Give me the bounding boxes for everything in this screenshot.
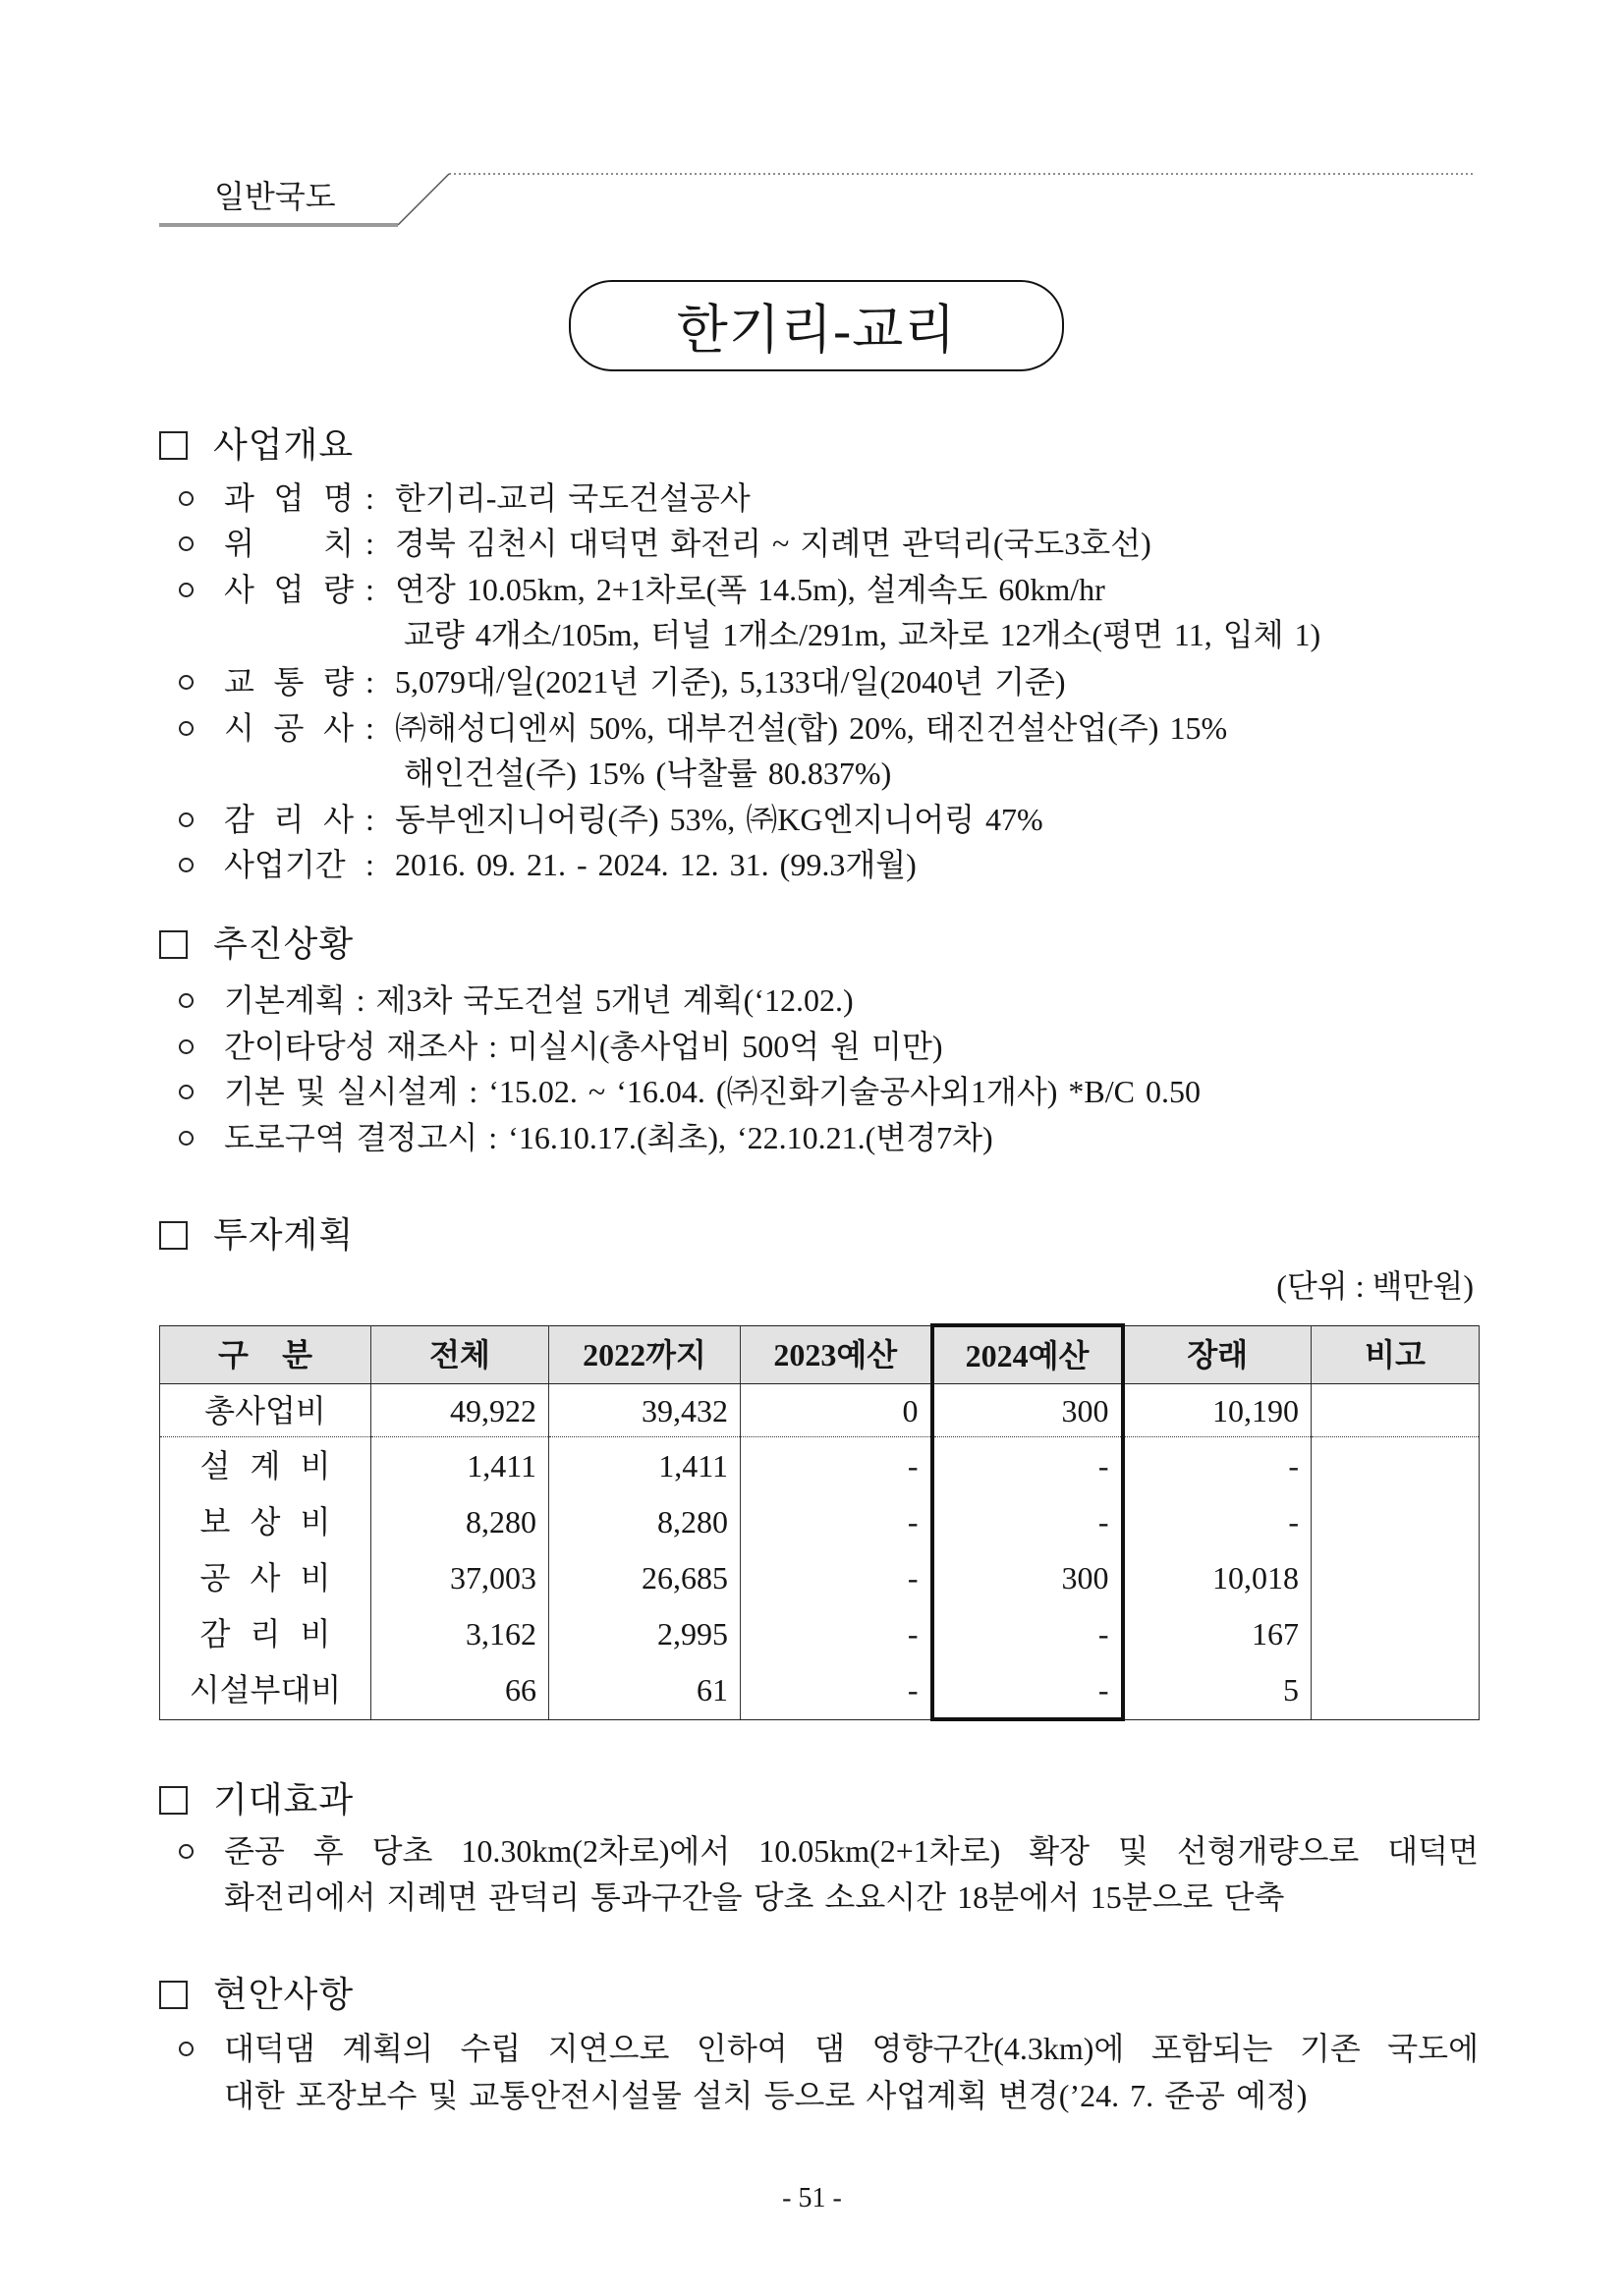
- table-cell: -: [932, 1661, 1123, 1719]
- circle-bullet-icon: [179, 721, 194, 736]
- row-label: 시설부대비: [160, 1661, 371, 1719]
- circle-bullet-icon: [179, 1085, 194, 1099]
- table-cell: -: [1123, 1493, 1312, 1549]
- table-cell: -: [741, 1605, 932, 1661]
- section-title: 기대효과: [213, 1780, 355, 1820]
- circle-bullet-icon: [179, 812, 194, 827]
- section-title: 현안사항: [213, 1975, 355, 2014]
- table-cell: 1,411: [371, 1437, 549, 1494]
- item-label: 감 리 사: [224, 802, 354, 837]
- table-cell: -: [932, 1437, 1123, 1494]
- table-cell: -: [741, 1493, 932, 1549]
- column-header: 비고: [1312, 1325, 1480, 1384]
- page-number: - 51 -: [782, 2183, 842, 2213]
- column-header: 장래: [1123, 1325, 1312, 1384]
- table-row: [160, 1437, 1480, 1494]
- page-title-text: 한기리-교리: [676, 301, 957, 360]
- table-cell: -: [932, 1605, 1123, 1661]
- table-row: [160, 1493, 1480, 1549]
- table-header-row: [160, 1325, 1480, 1384]
- table-cell: 39,432: [549, 1384, 741, 1437]
- row-label-text: 감 리 비: [199, 1615, 331, 1652]
- square-bullet-icon: [159, 930, 188, 959]
- row-label-text: 공 사 비: [199, 1559, 331, 1596]
- table-cell: 10,190: [1123, 1384, 1312, 1437]
- table-cell: 61: [549, 1661, 741, 1719]
- item-value: 경북 김천시 대덕면 화전리 ~ 지례면 관덕리(국도3호선): [395, 526, 1151, 561]
- item-value: 동부엔지니어링(주) 53%, ㈜KG엔지니어링 47%: [395, 802, 1043, 837]
- item-value-continuation: 해인건설(주) 15% (낙찰률 80.837%): [404, 756, 892, 791]
- section-heading-effects: [159, 1777, 354, 1822]
- issues-item-continuation: [0, 2073, 1624, 2118]
- column-header: 2023예산: [741, 1325, 932, 1384]
- row-label: 총사업비: [160, 1384, 371, 1437]
- section-heading-progress: [159, 922, 354, 967]
- overview-item: [0, 705, 1624, 751]
- item-colon: :: [365, 664, 374, 700]
- page-title: [569, 280, 1064, 371]
- table-cell: 300: [932, 1549, 1123, 1605]
- circle-bullet-icon: [179, 675, 194, 690]
- progress-item-text: 기본계획 : 제3차 국도건설 5개년 계획(‘12.02.): [224, 982, 854, 1018]
- progress-item-text: 기본 및 실시설계 : ‘15.02. ~ ‘16.04. (㈜진화기술공사외1개사) *B/C 0.50: [224, 1074, 1201, 1109]
- item-value: 5,079대/일(2021년 기준), 5,133대/일(2040년 기준): [395, 664, 1066, 700]
- overview-item-continuation: [0, 612, 1624, 657]
- item-label: 위 치: [224, 526, 354, 561]
- table-cell: [1312, 1661, 1480, 1719]
- table-cell: -: [741, 1661, 932, 1719]
- item-label: 과 업 명: [224, 480, 354, 516]
- unit-note: (단위 : 백만원): [1276, 1268, 1474, 1304]
- overview-item: [0, 659, 1624, 704]
- progress-item: [0, 1115, 1624, 1160]
- square-bullet-icon: [159, 1981, 188, 2009]
- section-title: 투자계획: [213, 1215, 355, 1255]
- row-label: [160, 1549, 371, 1605]
- issues-text-line: 대한 포장보수 및 교통안전시설물 설치 등으로 사업계획 변경(’24. 7. 준공 예정): [224, 2078, 1308, 2113]
- item-label: 시 공 사: [224, 710, 354, 746]
- progress-item-text: 도로구역 결정고시 : ‘16.10.17.(최초), ‘22.10.21.(변경7차): [224, 1120, 993, 1155]
- table-cell: 167: [1123, 1605, 1312, 1661]
- effects-text-line: 준공 후 당초 10.30km(2차로)에서 10.05km(2+1차로) 확장 및 선형개량으로 대덕면: [224, 1833, 1479, 1869]
- table-cell: [1312, 1384, 1480, 1437]
- overview-item: [0, 842, 1624, 887]
- circle-bullet-icon: [179, 2042, 194, 2056]
- item-value: 한기리-교리 국도건설공사: [395, 480, 751, 516]
- table-cell: 5: [1123, 1661, 1312, 1719]
- row-label: [160, 1605, 371, 1661]
- table-cell: 2,995: [549, 1605, 741, 1661]
- circle-bullet-icon: [179, 1039, 194, 1054]
- item-colon: :: [365, 572, 374, 607]
- effects-item: [0, 1828, 1624, 1874]
- effects-item-continuation: [0, 1875, 1624, 1920]
- table-row: [160, 1549, 1480, 1605]
- section-heading-overview: [159, 422, 354, 468]
- table-cell: -: [741, 1437, 932, 1494]
- table-cell: [1312, 1549, 1480, 1605]
- progress-item: [0, 1024, 1624, 1069]
- circle-bullet-icon: [179, 536, 194, 551]
- table-row: [160, 1384, 1480, 1437]
- issues-text-line: 대덕댐 계획의 수립 지연으로 인하여 댐 영향구간(4.3km)에 포함되는 기존 국도에: [224, 2031, 1479, 2066]
- square-bullet-icon: [159, 1221, 188, 1250]
- category-label: 일반국도: [214, 179, 336, 214]
- column-header-label: 구 분: [218, 1336, 312, 1372]
- progress-item: [0, 1069, 1624, 1114]
- overview-item: [0, 476, 1624, 521]
- row-label: [160, 1437, 371, 1494]
- investment-table: [159, 1323, 1480, 1721]
- item-value: ㈜해성디엔씨 50%, 대부건설(합) 20%, 태진건설산업(주) 15%: [395, 710, 1228, 746]
- circle-bullet-icon: [179, 1131, 194, 1146]
- table-cell: 8,280: [371, 1493, 549, 1549]
- table-cell: -: [932, 1493, 1123, 1549]
- item-label: 교 통 량: [224, 664, 354, 700]
- circle-bullet-icon: [179, 491, 194, 506]
- row-label: [160, 1493, 371, 1549]
- item-value: 연장 10.05km, 2+1차로(폭 14.5m), 설계속도 60km/hr: [395, 572, 1105, 607]
- table-cell: 1,411: [549, 1437, 741, 1494]
- section-title: 사업개요: [213, 425, 355, 465]
- item-colon: :: [365, 480, 374, 516]
- column-header-highlighted: 2024예산: [932, 1325, 1123, 1384]
- table-cell: [1312, 1493, 1480, 1549]
- overview-item: [0, 521, 1624, 566]
- circle-bullet-icon: [179, 993, 194, 1008]
- effects-text-line: 화전리에서 지례면 관덕리 통과구간을 당초 소요시간 18분에서 15분으로 단축: [224, 1879, 1285, 1915]
- column-header: 전체: [371, 1325, 549, 1384]
- square-bullet-icon: [159, 1786, 188, 1815]
- table-cell: 10,018: [1123, 1549, 1312, 1605]
- table-cell: -: [741, 1549, 932, 1605]
- progress-item: [0, 978, 1624, 1023]
- table-cell: 66: [371, 1661, 549, 1719]
- column-header: [160, 1325, 371, 1384]
- item-value: 2016. 09. 21. - 2024. 12. 31. (99.3개월): [395, 847, 917, 882]
- item-colon: :: [365, 802, 374, 837]
- table-cell: 8,280: [549, 1493, 741, 1549]
- table-cell: -: [1123, 1437, 1312, 1494]
- row-label-text: 보 상 비: [199, 1503, 331, 1540]
- item-value-continuation: 교량 4개소/105m, 터널 1개소/291m, 교차로 12개소(평면 11, 입체 1): [404, 617, 1321, 652]
- item-label: 사 업 량: [224, 572, 354, 607]
- square-bullet-icon: [159, 431, 188, 460]
- column-header: 2022까지: [549, 1325, 741, 1384]
- table-cell: [1312, 1605, 1480, 1661]
- circle-bullet-icon: [179, 858, 194, 872]
- section-heading-issues: [159, 1972, 354, 2017]
- table-row: [160, 1661, 1480, 1719]
- table-cell: 3,162: [371, 1605, 549, 1661]
- item-label: 사업기간: [224, 847, 346, 882]
- table-cell: 0: [741, 1384, 932, 1437]
- issues-item: [0, 2026, 1624, 2071]
- table-row: [160, 1605, 1480, 1661]
- table-cell: [1312, 1437, 1480, 1494]
- row-label-text: 설 계 비: [199, 1447, 331, 1484]
- overview-item: [0, 797, 1624, 842]
- overview-item-continuation: [0, 751, 1624, 796]
- section-heading-investment: [159, 1212, 354, 1258]
- circle-bullet-icon: [179, 1844, 194, 1859]
- item-colon: :: [365, 847, 374, 882]
- progress-item-text: 간이타당성 재조사 : 미실시(총사업비 500억 원 미만): [224, 1029, 943, 1064]
- table-cell: 37,003: [371, 1549, 549, 1605]
- item-colon: :: [365, 710, 374, 746]
- circle-bullet-icon: [179, 583, 194, 597]
- section-title: 추진상황: [213, 924, 355, 964]
- item-colon: :: [365, 526, 374, 561]
- table-cell: 300: [932, 1384, 1123, 1437]
- table-cell: 49,922: [371, 1384, 549, 1437]
- overview-item: [0, 567, 1624, 612]
- table-cell: 26,685: [549, 1549, 741, 1605]
